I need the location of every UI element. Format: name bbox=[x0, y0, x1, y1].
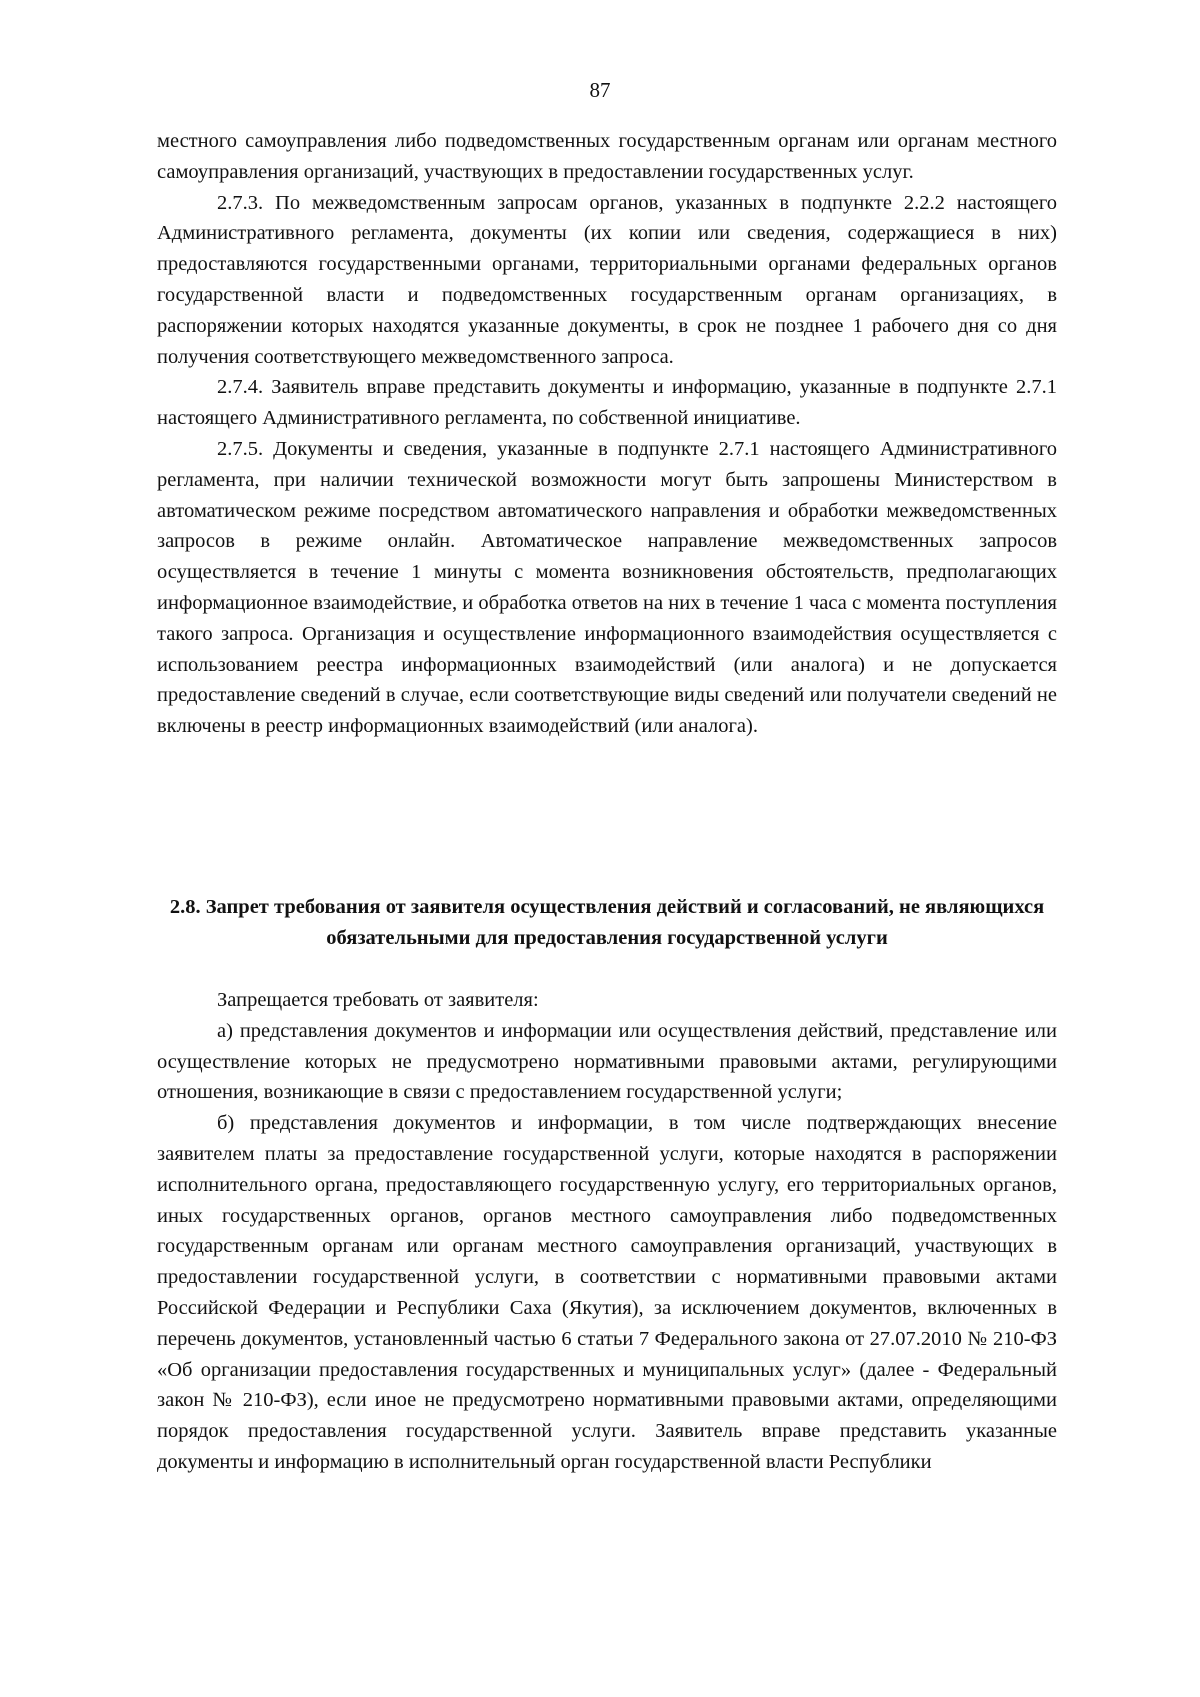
paragraph-continuation: местного самоуправления либо подведомственных государственным органам или органам местного самоуправления организаций, участвующих в предоставлении государственных услуг. bbox=[157, 130, 1057, 183]
section-heading-2-8: 2.8. Запрет требования от заявителя осуществления действий и согласований, не являющихся обязательными для предоставления государственной услуги bbox=[169, 896, 1045, 949]
paragraph-item-b: б) представления документов и информации, в том числе подтверждающих внесение заявителем платы за предоставление государственной услуги, которые находятся в распоряжении исполнительного органа, предоставляющего государственную услугу, его территориальных органов, иных государственных органов, органов местного самоуправления либо подведомственных государственным органам или органам местного самоуправления организаций, участвующих в предоставлении государственной услуги, в соответствии с нормативными правовыми актами Российской Федерации и Республики Саха (Якутия), за исключением документов, включенных в перечень документов, установленный частью 6 статьи 7 Федерального закона от 27.07.2010 № 210-ФЗ «Об организации предоставления государственных и муниципальных услуг» (далее - Федеральный закон № 210-ФЗ), если иное не предусмотрено нормативными правовыми актами, определяющими порядок предоставления государственной услуги. Заявитель вправе представить указанные документы и информацию в исполнительный орган государственной власти Республики bbox=[157, 1112, 1057, 1473]
paragraph-2-7-5: 2.7.5. Документы и сведения, указанные в подпункте 2.7.1 настоящего Административного регламента, при наличии технической возможности могут быть запрошены Министерством в автоматическом режиме посредством автоматического направления и обработки межведомственных запросов в режиме онлайн. Автоматическое направление межведомственных запросов осуществляется в течение 1 минуты с момента возникновения обстоятельств, предполагающих информационное взаимодействие, и обработка ответов на них в течение 1 часа с момента поступления такого запроса. Организация и осуществление информационного взаимодействия осуществляется с использованием реестра информационных взаимодействий (или аналога) и не допускается предоставление сведений в случае, если соответствующие виды сведений или получатели сведений не включены в реестр информационных взаимодействий (или аналога). bbox=[157, 437, 1057, 738]
top-text-block bbox=[157, 126, 1057, 742]
page-number: 87 bbox=[589, 78, 611, 102]
paragraph-2-7-3: 2.7.3. По межведомственным запросам органов, указанных в подпункте 2.2.2 настоящего Административного регламента, документы (их копии или сведения, содержащиеся в них) предоставляются государственными органами, территориальными органами федеральных органов государственной власти и подведомственных государственным органам организациях, в распоряжении которых находятся указанные документы, в срок не позднее 1 рабочего дня со дня получения соответствующего межведомственного запроса. bbox=[157, 191, 1057, 368]
bottom-text-block bbox=[157, 985, 1057, 1478]
paragraph-2-7-4: 2.7.4. Заявитель вправе представить документы и информацию, указанные в подпункте 2.7.1 настоящего Административного регламента, по собственной инициативе. bbox=[157, 376, 1057, 430]
paragraph-item-a: а) представления документов и информации или осуществления действий, представление или осуществление которых не предусмотрено нормативными правовыми актами, регулирующими отношения, возникающие в связи с предоставлением государственной услуги; bbox=[157, 1019, 1057, 1104]
paragraph-intro: Запрещается требовать от заявителя: bbox=[217, 989, 539, 1011]
